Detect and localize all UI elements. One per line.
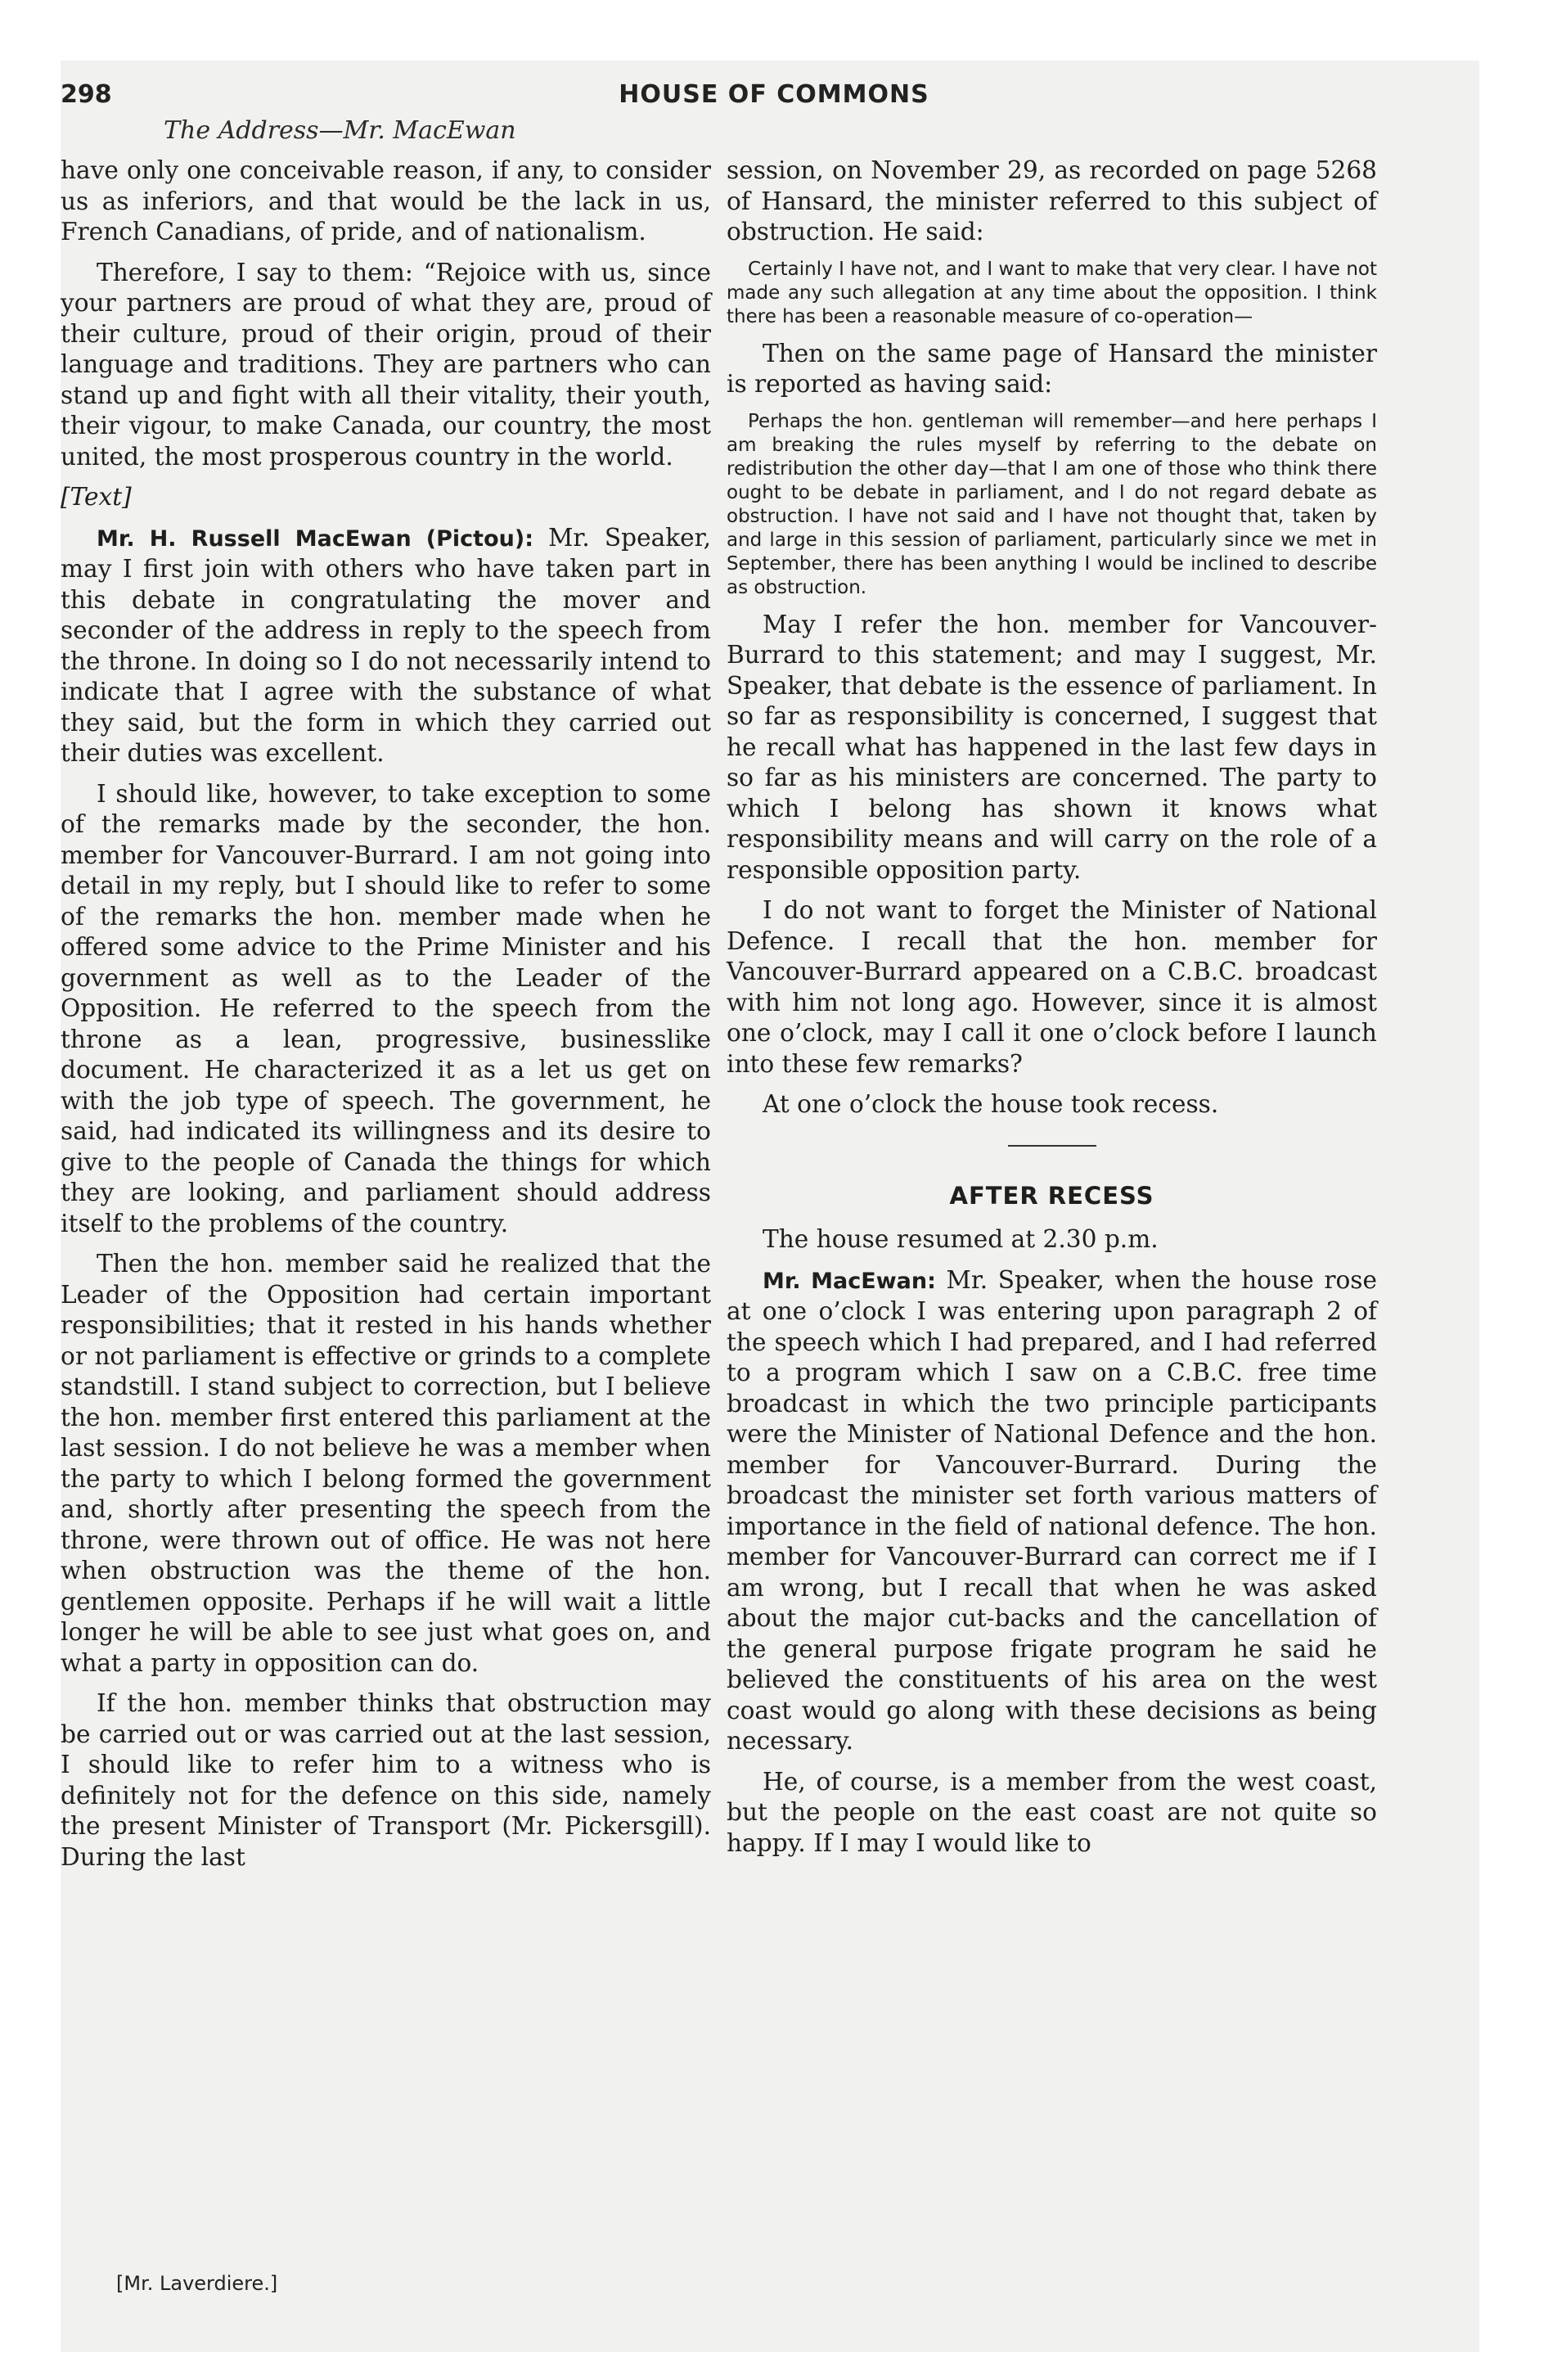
- right-column: [727, 156, 1377, 1868]
- block-quote: Certainly I have not, and I want to make that very clear. I have not made any such allegation at any time about the opposition. I think there has been a reasonable measure of co-operation—: [727, 258, 1377, 327]
- footer-note: [Mr. Laverdiere.]: [116, 2272, 278, 2295]
- paragraph: The house resumed at 2.30 p.m.: [763, 1225, 1159, 1253]
- speech-text: Mr. Speaker, may I first join with others who have taken part in this debate in congratulating the mover and seconder of the address in reply to the speech from the throne. In doing so I do not necessarily intend to indicate that I agree with the substance of what they said, but the form in which they carried out their duties was excellent.: [61, 523, 711, 767]
- text-marker-label: [Text]: [61, 483, 132, 511]
- paragraph: If the hon. member thinks that obstruction may be carried out or was carried out at the last session, I should like to refer him to a witness who is definitely not for the defence on this side, namely the present Minister of Transport (Mr. Pickersgill). During the last: [61, 1689, 711, 1871]
- page-number: 298: [61, 80, 112, 109]
- speaker-name: Mr. MacEwan:: [763, 1268, 936, 1294]
- running-head: HOUSE OF COMMONS: [619, 80, 929, 109]
- speaker-paragraph: [727, 1265, 1377, 1757]
- paragraph: I do not want to forget the Minister of National Defence. I recall that the hon. member for Vancouver-Burrard appeared on a C.B.C. broadcast with him not long ago. However, since it is almost one o’clock, may I call it one o’clock before I launch into these few remarks?: [727, 896, 1377, 1078]
- block-quote: Perhaps the hon. gentleman will remember—and here perhaps I am breaking the rules myself by referring to the debate on redistribution the other day—that I am one of those who think there ought to be debate in parliament, and I do not regard debate as obstruction. I have not said and I have not thought that, taken by and large in this session of parliament, particularly since we met in September, there has been anything I would be inclined to describe as obstruction.: [727, 410, 1377, 598]
- paragraph: Then on the same page of Hansard the minister is reported as having said:: [727, 339, 1377, 398]
- section-heading: AFTER RECESS: [949, 1181, 1154, 1210]
- subhead: The Address—Mr. MacEwan: [164, 116, 516, 145]
- paragraph: Therefore, I say to them: “Rejoice with us, since your partners are proud of what they are, proud of their culture, proud of their origin, proud of their language and traditions. They are partners who can stand up and fight with all their vitality, their youth, their vigour, to make Canada, our country, the most united, the most prosperous country in the world.: [61, 258, 711, 471]
- speaker-name: Mr. H. Russell MacEwan (Pictou):: [97, 525, 533, 552]
- paragraph: session, on November 29, as recorded on page 5268 of Hansard, the minister referred to this subject of obstruction. He said:: [727, 156, 1377, 246]
- paragraph: I should like, however, to take exception to some of the remarks made by the seconder, the hon. member for Vancouver-Burrard. I am not going into detail in my reply, but I should like to refer to some of the remarks the hon. member made when he offered some advice to the Prime Minister and his government as well as to the Leader of the Opposition. He referred to the speech from the throne as a lean, progressive, businesslike document. He characterized it as a let us get on with the job type of speech. The government, he said, had indicated its willingness and its desire to give to the people of Canada the things for which they are looking, and parliament should address itself to the problems of the country.: [61, 779, 711, 1237]
- speaker-paragraph: [61, 523, 711, 769]
- paragraph: May I refer the hon. member for Vancouver-Burrard to this statement; and may I suggest, Mr. Speaker, that debate is the essence of parliament. In so far as responsibility is concerned, I suggest that he recall what has happened in the last few days in so far as his ministers are concerned. The party to which I belong has shown it knows what responsibility means and will carry on the role of a responsible opposition party.: [727, 610, 1377, 884]
- left-column: [61, 156, 711, 1882]
- section-divider: [1008, 1145, 1096, 1147]
- paragraph: He, of course, is a member from the west coast, but the people on the east coast are not quite so happy. If I may I would like to: [727, 1767, 1377, 1857]
- text-marker: [61, 482, 711, 513]
- paragraph: Then the hon. member said he realized that the Leader of the Opposition had certain important responsibilities; that it rested in his hands whether or not parliament is effective or grinds to a complete standstill. I stand subject to correction, but I believe the hon. member first entered this parliament at the last session. I do not believe he was a member when the party to which I belong formed the government and, shortly after presenting the speech from the throne, were thrown out of office. He was not here when obstruction was the theme of the hon. gentlemen opposite. Perhaps if he will wait a little longer he will be able to see just what goes on, and what a party in opposition can do.: [61, 1250, 711, 1677]
- speech-text: Mr. Speaker, when the house rose at one o’clock I was entering upon paragraph 2 of the speech which I had prepared, and I had referred to a program which I saw on a C.B.C. free time broadcast in which the two principle participants were the Minister of National Defence and the hon. member for Vancouver-Burrard. During the broadcast the minister set forth various matters of importance in the field of national defence. The hon. member for Vancouver-Burrard can correct me if I am wrong, but I recall that when he was asked about the major cut-backs and the cancellation of the general purpose frigate program he said he believed the constituents of his area on the west coast would go along with these decisions as being necessary.: [727, 1265, 1377, 1755]
- paragraph: At one o’clock the house took recess.: [763, 1090, 1219, 1118]
- paragraph: have only one conceivable reason, if any, to consider us as inferiors, and that would be the lack in us, French Canadians, of pride, and of nationalism.: [61, 156, 711, 246]
